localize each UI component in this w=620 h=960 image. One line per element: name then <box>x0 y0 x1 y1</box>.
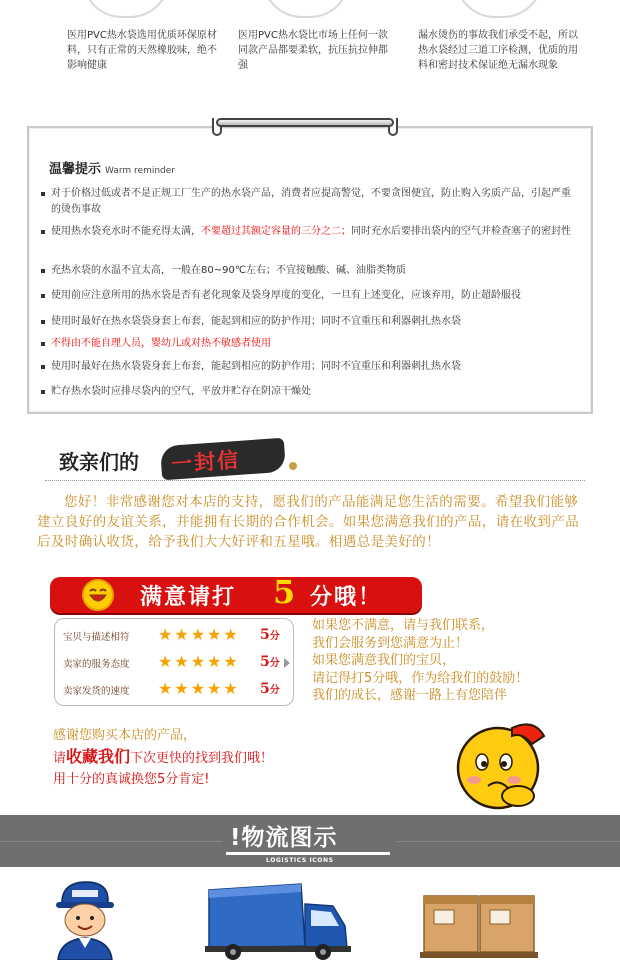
logistics-subtitle: LOGISTICS ICONS <box>266 857 334 864</box>
rating-box <box>54 618 294 706</box>
side-line: 如果您不满意，请与我们联系， <box>312 618 495 633</box>
smiley-mascot-icon <box>452 716 552 816</box>
feature-circle-3 <box>455 0 543 18</box>
thanks-text <box>53 725 273 790</box>
banner-five: 5 <box>273 573 296 611</box>
letter-heading-text: 致亲们的 <box>59 450 139 474</box>
rating-side-text <box>312 617 602 705</box>
banner-text-b: 分哦！ <box>310 585 383 610</box>
letter-heading-badge: 一封信 <box>160 438 286 481</box>
feature-text-1: 医用PVC热水袋选用优质环保原材料，只有正常的天然橡胶味，绝不影响健康 <box>67 30 217 71</box>
warm-reminder-title: 温馨提示 Warm reminder <box>49 162 175 177</box>
favorite-link[interactable]: 收藏我们 <box>66 747 131 766</box>
rating-score: 5分 <box>260 681 280 697</box>
feature-text-3: 漏水烫伤的事故我们承受不起，所以热水袋经过三道工序检测，优质的用料和密封技术保证绝无漏水现象 <box>418 30 578 71</box>
warm-reminder-box <box>27 126 593 414</box>
letter-body: 您好！非常感谢您对本店的支持，愿我们的产品能满足您生活的需要。希望我们能够建立良好的友谊关系，并能拥有长期的合作机会。如果您满意我们的产品，请在收到产品后及时确认收货，给予我们大大好评和五星哦。相遇总是美好的！ <box>37 494 580 550</box>
feature-circle-2 <box>262 0 350 18</box>
warm-reminder-title-en: Warm reminder <box>105 166 175 176</box>
ink-dot-icon <box>289 462 297 470</box>
rating-banner <box>50 573 422 613</box>
laughing-face-icon <box>82 579 114 611</box>
side-line: 我们会服务到您满意为止！ <box>312 635 469 651</box>
rating-row <box>55 679 295 701</box>
rating-label: 卖家发货的速度 <box>63 686 130 697</box>
package-boxes-icon <box>420 890 538 960</box>
warm-item: 贮存热水袋时应排尽袋内的空气，平放并贮存在阴凉干燥处 <box>51 384 579 400</box>
rating-row <box>55 625 295 647</box>
rating-label: 宝贝与描述相符 <box>63 632 130 643</box>
warm-item: 使用时最好在热水袋袋身套上布套，能起到相应的防护作用；同时不宜重压和利器刺扎热水袋 <box>51 314 579 330</box>
courier-icon <box>50 878 120 960</box>
side-line: 请记得打5分哦，作为给我们的鼓励！ <box>312 670 529 686</box>
arrow-right-icon <box>284 658 290 668</box>
rating-score: 5分 <box>260 627 280 643</box>
star-rating-icon: ★★★★★ <box>158 679 240 698</box>
banner-text-a: 满意请打 <box>140 585 237 610</box>
thanks-line: 感谢您购买本店的产品， <box>53 728 197 743</box>
thanks-line: 用十分的真诚换您5分肯定! <box>53 772 210 787</box>
letter-heading <box>45 440 585 480</box>
star-rating-icon: ★★★★★ <box>158 625 240 644</box>
thanks-line: 请收藏我们下次更快的找到我们哦！ <box>53 747 274 766</box>
warm-item: 充热水袋的水温不宜太高，一般在80~90℃左右；不宜接触酸、碱、油脂类物质 <box>51 263 579 279</box>
star-rating-icon: ★★★★★ <box>158 652 240 671</box>
rating-row <box>55 652 295 674</box>
delivery-truck-icon <box>205 882 353 960</box>
logistics-header <box>0 815 620 867</box>
rating-label: 卖家的服务态度 <box>63 659 130 670</box>
warm-item-warning: 不得由不能自理人员，婴幼儿或对热不敏感者使用 <box>51 336 579 352</box>
rating-score: 5分 <box>260 654 280 670</box>
warm-item: 对于价格过低或者不是正规工厂生产的热水袋产品，消费者应提高警觉，不要贪图便宜，防止购入劣质产品，引起严重的烫伤事故 <box>51 186 579 218</box>
side-line: 我们的成长，感谢一路上有您陪伴 <box>312 688 508 703</box>
warm-item: 使用前应注意所用的热水袋是否有老化现象及袋身厚度的变化，一旦有上述变化，应该弃用，防止超龄服役 <box>51 288 579 304</box>
logistics-title: !物流图示 <box>230 825 338 851</box>
warm-item: 使用时最好在热水袋袋身套上布套，能起到相应的防护作用；同时不宜重压和利器刺扎热水袋 <box>51 359 579 375</box>
side-line: 如果您满意我们的宝贝， <box>312 653 456 668</box>
divider <box>45 480 585 481</box>
warm-item: 使用热水袋充水时不能充得太满，不要超过其额定容量的三分之二；同时充水后要排出袋内的空气并检查塞子的密封性 <box>51 224 579 240</box>
feature-circle-1 <box>82 0 170 18</box>
clipboard-clip-icon <box>210 116 400 138</box>
feature-text-2: 医用PVC热水袋比市场上任何一款同款产品都要柔软，抗压抗拉伸都强 <box>238 30 388 71</box>
